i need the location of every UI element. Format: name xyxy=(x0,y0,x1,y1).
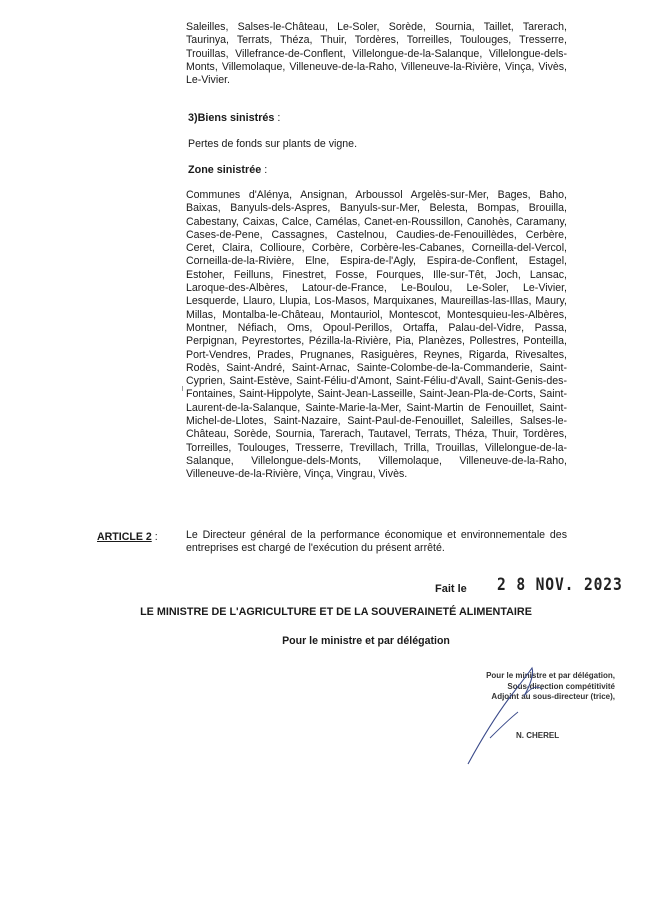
article-label-suffix: : xyxy=(151,531,158,543)
article-label-text: ARTICLE 2 xyxy=(97,531,152,543)
article-2-text: Le Directeur général de la performance économique et environnementale des entreprises est chargé de l'exécution du présent arrêté. xyxy=(186,529,567,555)
section-heading-zone-sinistree xyxy=(188,164,267,176)
handwritten-signature xyxy=(460,662,580,772)
zone-sinistree-communes: Communes d'Alénya, Ansignan, Arboussol Argelès-sur-Mer, Bages, Baho, Baixas, Banyuls-dels-Aspres, Banyuls-sur-Mer, Belesta, Bompas, Brouilla, Cabestany, Caixas, Calce, Camélas, Canet-en-Roussillon, Canohès, Caramany, Cases-de-Pene, Cassagnes, Castelnou, Caudies-de-Fenouillèdes, Cerbère, Ceret, Claira, Collioure, Corbère, Corbère-les-Cabanes, Corneilla-del-Vercol, Corneilla-de-la-Rivière, Elne, Espira-de-l'Agly, Espira-de-Conflent, Estagel, Estoher, Feilluns, Finestret, Fosse, Fourques, Ille-sur-Têt, Joch, Lansac, Laroque-des-Albères, Latour-de-France, Le-Boulou, Le-Soler, Le-Vivier, Lesquerde, Llauro, Llupia, Los-Masos, Marquixanes, Maureillas-las-Illas, Maury, Millas, Montalba-le-Château, Montauriol, Montescot, Montesquieu-les-Albères, Montner, Néfiach, Oms, Opoul-Perillos, Ortaffa, Palau-del-Vidre, Passa, Perpignan, Peyrestortes, Pézilla-la-Rivière, Pia, Planèzes, Pollestres, Ponteilla, Port-Vendres, Prades, Prugnanes, Rasiguères, Reynes, Rigarda, Rivesaltes, Rodès, Saint-André, Saint-Arnac, Sainte-Colombe-de-la-Commanderie, Saint-Cyprien, Saint-Estève, Saint-Féliu-d'Amont, Saint-Féliu-d'Avall, Saint-Genis-des-Fontaines, Saint-Hippolyte, Saint-Jean-Lasseille, Saint-Jean-Pla-de-Corts, Saint-Laurent-de-la-Salanque, Sainte-Marie-la-Mer, Saint-Martin de Fenouillet, Saint-Michel-de-Llotes, Saint-Nazaire, Saint-Paul-de-Fenouillet, Saleilles, Salses-le-Château, Sorède, Sournia, Tarerach, Tautavel, Terrats, Théza, Thuir, Tordères, Torreilles, Toulouges, Tresserre, Trevillach, Trilla, Trouillas, Villelongue-de-la-Salanque, Villelongue-dels-Monts, Villemolaque, Villeneuve-de-la-Raho, Villeneuve-de-la-Rivière, Vinça, Vingrau, Vivès. xyxy=(186,189,567,481)
date-stamp: 2 8 NOV. 2023 xyxy=(497,575,623,595)
heading-text: Zone sinistrée xyxy=(188,164,262,176)
fait-le-label: Fait le xyxy=(435,583,467,595)
stamp-line: Sous-direction compétitivité xyxy=(507,681,615,691)
communes-list-continuation: Saleilles, Salses-le-Château, Le-Soler, Sorède, Sournia, Taillet, Tarerach, Taurinya, Terrats, Théza, Thuir, Tordères, Torreilles, Toulouges, Tresserre, Trouillas, Villefrance-de-Conflent, Villelongue-de-la-Salanque, Villelongue-dels-Monts, Villemolaque, Villeneuve-de-la-Raho, Villeneuve-la-Rivière, Vinça, Vivès, Le-Vivier. xyxy=(186,21,567,87)
minister-title: LE MINISTRE DE L'AGRICULTURE ET DE LA SOUVERAINETÉ ALIMENTAIRE xyxy=(140,606,532,618)
heading-text: 3)Biens sinistrés xyxy=(188,112,275,124)
heading-suffix: : xyxy=(274,112,281,124)
section-heading-biens-sinistres xyxy=(188,112,280,124)
stamp-line: Adjoint au sous-directeur (trice), xyxy=(491,692,615,701)
biens-sinistres-text: Pertes de fonds sur plants de vigne. xyxy=(188,138,358,150)
heading-suffix: : xyxy=(261,164,268,176)
stamp-line: Pour le ministre et par délégation, xyxy=(486,671,615,680)
delegation-line: Pour le ministre et par délégation xyxy=(282,635,450,647)
signatory-name: N. CHEREL xyxy=(516,731,560,740)
margin-mark xyxy=(182,386,183,391)
article-2-label xyxy=(97,531,158,543)
